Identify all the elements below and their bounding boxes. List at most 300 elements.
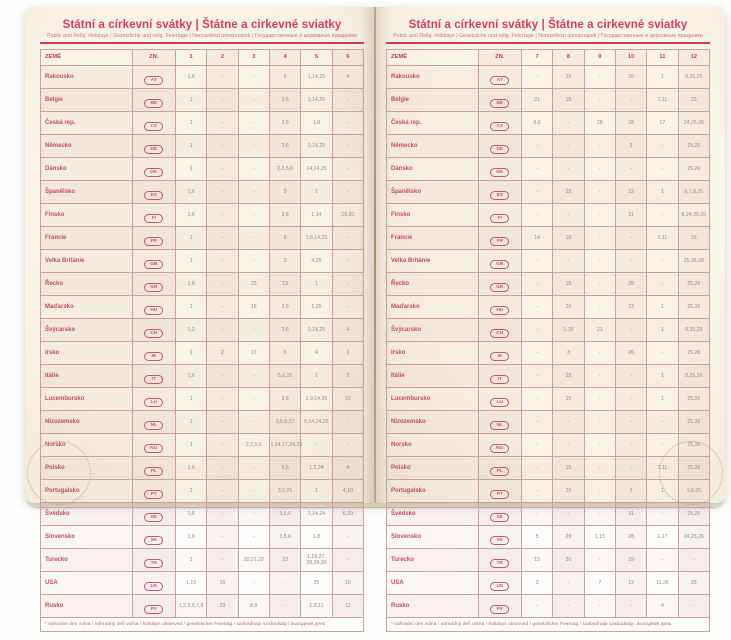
diary-page-right <box>375 7 725 627</box>
holiday-days-cell: - <box>678 594 709 617</box>
country-name: Belgie <box>41 88 133 111</box>
country-name: Rusko <box>41 594 133 617</box>
holiday-days-cell: 1 <box>301 180 332 203</box>
holiday-days-cell: - <box>521 479 552 502</box>
country-code-cell <box>478 548 521 571</box>
country-row <box>387 157 710 180</box>
holiday-days-cell: 15 <box>553 65 584 88</box>
holiday-days-cell: 1 <box>647 318 678 341</box>
holiday-days-cell: - <box>647 502 678 525</box>
country-row <box>387 295 710 318</box>
perforation-corner-right <box>687 465 731 509</box>
holiday-days-cell: 25,26,28 <box>678 249 709 272</box>
column-header-month: 7 <box>521 49 552 65</box>
country-row <box>41 364 364 387</box>
holiday-days-cell: 14,24,25 <box>301 157 332 180</box>
holiday-days-cell: - <box>584 341 615 364</box>
holiday-days-cell: 6 <box>269 65 300 88</box>
holiday-days-cell: 1,6 <box>175 364 206 387</box>
holiday-days-cell: - <box>332 295 363 318</box>
holiday-days-cell: - <box>521 65 552 88</box>
holiday-days-cell: - <box>207 180 238 203</box>
header-row <box>41 49 364 65</box>
holiday-days-cell: 5 <box>615 479 646 502</box>
holiday-days-cell: 4,25 <box>301 249 332 272</box>
country-row <box>41 341 364 364</box>
holiday-days-cell: 1,14,25 <box>301 134 332 157</box>
country-row <box>41 433 364 456</box>
holiday-days-cell: 25,26 <box>678 387 709 410</box>
holiday-days-cell: - <box>521 410 552 433</box>
country-code-cell <box>478 180 521 203</box>
holiday-days-cell: - <box>584 502 615 525</box>
holiday-days-cell: - <box>647 548 678 571</box>
holiday-days-cell: 1 <box>175 479 206 502</box>
holiday-days-cell: 21 <box>521 88 552 111</box>
holiday-days-cell: 7 <box>584 571 615 594</box>
holiday-days-cell: 25 <box>678 88 709 111</box>
country-code-badge: PT <box>144 490 163 499</box>
holiday-days-cell: - <box>238 134 269 157</box>
holiday-days-cell: - <box>584 226 615 249</box>
holiday-days-cell: 1 <box>647 180 678 203</box>
holiday-days-cell: 15 <box>521 548 552 571</box>
column-header-code: ZN. <box>132 49 175 65</box>
holiday-days-cell: - <box>238 479 269 502</box>
holiday-days-cell: - <box>207 272 238 295</box>
country-name: USA <box>41 571 133 594</box>
country-code-badge: NO <box>144 444 163 453</box>
column-header-code: ZN. <box>478 49 521 65</box>
country-code-cell <box>132 295 175 318</box>
holiday-days-cell: - <box>647 341 678 364</box>
country-name: Lucembursko <box>41 387 133 410</box>
holiday-days-cell: 15 <box>553 88 584 111</box>
holiday-days-cell: - <box>238 249 269 272</box>
country-code-cell <box>132 594 175 617</box>
country-code-badge: CH <box>144 329 163 338</box>
holiday-days-cell: - <box>584 249 615 272</box>
holiday-days-cell: 8,9 <box>238 594 269 617</box>
country-row <box>387 387 710 410</box>
holiday-days-cell: - <box>207 479 238 502</box>
country-code-cell <box>132 272 175 295</box>
holiday-days-cell: 23 <box>207 594 238 617</box>
country-name: Německo <box>387 134 479 157</box>
holiday-days-cell: - <box>521 456 552 479</box>
holiday-days-cell: - <box>553 571 584 594</box>
holiday-days-cell: - <box>238 456 269 479</box>
country-code-badge: DE <box>490 145 509 154</box>
holiday-days-cell: - <box>207 387 238 410</box>
country-code-cell <box>132 111 175 134</box>
country-row <box>387 502 710 525</box>
holiday-days-cell: - <box>615 318 646 341</box>
country-name: Lucembursko <box>387 387 479 410</box>
holiday-days-cell: - <box>521 364 552 387</box>
holiday-days-cell: 1,15 <box>584 525 615 548</box>
country-code-cell <box>478 341 521 364</box>
country-name: Francie <box>387 226 479 249</box>
holiday-days-cell: - <box>615 456 646 479</box>
holiday-days-cell: 8,25,26 <box>678 364 709 387</box>
holiday-days-cell: - <box>584 548 615 571</box>
holiday-days-cell: - <box>332 249 363 272</box>
holiday-days-cell: - <box>521 318 552 341</box>
country-name: Maďarsko <box>387 295 479 318</box>
holiday-days-cell: - <box>332 134 363 157</box>
holiday-days-cell: - <box>207 433 238 456</box>
holiday-days-cell: 17 <box>238 341 269 364</box>
country-code-cell <box>132 341 175 364</box>
holiday-days-cell: - <box>615 249 646 272</box>
country-row <box>387 318 710 341</box>
holiday-days-cell: 1,25 <box>301 295 332 318</box>
holiday-days-cell: - <box>584 272 615 295</box>
country-name: Rakousko <box>387 65 479 88</box>
country-name: Velká Británie <box>387 249 479 272</box>
country-code-badge: SK <box>144 536 163 545</box>
holiday-days-cell: - <box>207 88 238 111</box>
holiday-days-cell: - <box>521 157 552 180</box>
country-name: Francie <box>41 226 133 249</box>
country-code-cell <box>132 456 175 479</box>
holiday-days-cell: 1 <box>175 134 206 157</box>
holiday-days-cell: - <box>238 571 269 594</box>
holiday-days-cell: - <box>584 456 615 479</box>
holiday-days-cell: 1 <box>175 226 206 249</box>
country-row <box>41 226 364 249</box>
country-code-badge: GR <box>490 283 509 292</box>
holiday-days-cell: - <box>207 502 238 525</box>
holiday-days-cell: 1 <box>175 295 206 318</box>
country-code-badge: SE <box>144 513 163 522</box>
country-row <box>387 65 710 88</box>
holiday-days-cell: - <box>238 157 269 180</box>
country-code-badge: DK <box>144 168 163 177</box>
holiday-days-cell: 31 <box>615 203 646 226</box>
country-name: Portugalsko <box>41 479 133 502</box>
country-name: Itálie <box>41 364 133 387</box>
country-row <box>387 341 710 364</box>
holiday-days-cell: - <box>615 387 646 410</box>
holiday-days-cell: - <box>584 88 615 111</box>
country-code-cell <box>132 226 175 249</box>
holiday-days-cell: - <box>332 272 363 295</box>
column-header-month: 6 <box>332 49 363 65</box>
holiday-days-cell: - <box>238 502 269 525</box>
holiday-days-cell: 1,14,25 <box>301 88 332 111</box>
holiday-days-cell: - <box>332 525 363 548</box>
country-row <box>41 502 364 525</box>
holiday-days-cell: 1 <box>647 479 678 502</box>
holiday-days-cell: 1,11 <box>647 226 678 249</box>
country-code-cell <box>132 387 175 410</box>
holiday-days-cell: 3,6 <box>269 134 300 157</box>
country-code-badge: DK <box>490 168 509 177</box>
holiday-days-cell: 28 <box>615 111 646 134</box>
holiday-days-cell: 21 <box>584 318 615 341</box>
holiday-days-cell: 1 <box>175 249 206 272</box>
holiday-days-cell: 15 <box>553 387 584 410</box>
country-row <box>387 226 710 249</box>
column-header-month: 3 <box>238 49 269 65</box>
holiday-days-cell: 1 <box>175 548 206 571</box>
holiday-days-cell: 25,26 <box>678 295 709 318</box>
country-code-cell <box>478 502 521 525</box>
holiday-days-cell: 23 <box>615 295 646 318</box>
country-code-badge: BE <box>490 99 509 108</box>
holiday-days-cell: 5 <box>521 525 552 548</box>
holiday-days-cell: 1,6 <box>175 272 206 295</box>
holiday-days-cell: 1 <box>301 479 332 502</box>
holiday-days-cell: - <box>332 410 363 433</box>
country-code-cell <box>478 594 521 617</box>
holiday-days-cell: 1,15 <box>553 318 584 341</box>
holiday-days-cell: 1 <box>175 410 206 433</box>
holiday-days-cell: - <box>615 226 646 249</box>
country-name: Dánsko <box>41 157 133 180</box>
page-subtitle: Public and Relig. Holidays | Gesetzliche und relig. Feiertage | Nemzetközi ünnepnapok | Государственные и церковные праздники <box>47 33 357 39</box>
holiday-days-cell: 1,6 <box>175 502 206 525</box>
country-code-cell <box>478 571 521 594</box>
column-header-month: 12 <box>678 49 709 65</box>
country-code-cell <box>132 548 175 571</box>
holiday-days-cell: 25,26 <box>678 502 709 525</box>
holiday-days-cell: 4 <box>647 594 678 617</box>
country-name: Polsko <box>387 456 479 479</box>
holiday-days-cell: 4 <box>332 456 363 479</box>
holiday-days-cell: 29 <box>553 525 584 548</box>
country-row <box>41 65 364 88</box>
holiday-days-cell: 1,19 <box>175 571 206 594</box>
country-row <box>41 111 364 134</box>
holiday-days-cell: 1,3,24 <box>301 456 332 479</box>
country-code-badge: FR <box>144 237 163 246</box>
country-name: Švýcarsko <box>387 318 479 341</box>
holiday-days-cell: 1 <box>647 364 678 387</box>
title-divider <box>40 42 364 44</box>
column-header-month: 9 <box>584 49 615 65</box>
holiday-days-cell: 5,6 <box>521 111 552 134</box>
holiday-days-cell: 1,6 <box>175 65 206 88</box>
country-code-badge: PL <box>490 467 509 476</box>
holiday-days-cell: 25,26 <box>678 157 709 180</box>
country-code-badge: IE <box>144 352 163 361</box>
holiday-days-cell: 4 <box>332 65 363 88</box>
holiday-days-cell: 3,6 <box>269 318 300 341</box>
holiday-days-cell: 25,28 <box>678 341 709 364</box>
country-code-badge: AT <box>490 76 509 85</box>
country-row <box>387 525 710 548</box>
country-code-cell <box>478 525 521 548</box>
country-row <box>387 364 710 387</box>
country-code-cell <box>132 157 175 180</box>
holiday-days-cell: - <box>584 433 615 456</box>
country-name: Rakousko <box>41 65 133 88</box>
country-code-badge: CZ <box>490 122 509 131</box>
holiday-days-cell: 4 <box>301 341 332 364</box>
country-code-badge: TR <box>144 559 163 568</box>
holiday-days-cell: 28 <box>615 272 646 295</box>
country-name: Řecko <box>41 272 133 295</box>
holiday-days-cell: 8,25,26 <box>678 65 709 88</box>
holiday-days-cell: 1,17 <box>647 525 678 548</box>
holiday-days-cell: - <box>207 111 238 134</box>
country-name: Dánsko <box>387 157 479 180</box>
holiday-days-cell: - <box>332 433 363 456</box>
holiday-days-cell: 14 <box>521 226 552 249</box>
country-name: Norsko <box>41 433 133 456</box>
holiday-days-cell: - <box>553 594 584 617</box>
footnote: * náhradní den volna / náhradný deň voľna / holidays observed / gesetzlicher Feiertag / szabadnapi szabadság / выходной день <box>41 617 364 631</box>
holiday-days-cell: - <box>584 180 615 203</box>
country-code-cell <box>132 571 175 594</box>
holiday-days-cell: - <box>207 456 238 479</box>
holiday-days-cell: - <box>584 387 615 410</box>
diary-spread <box>25 7 725 627</box>
holiday-days-cell: 25,26 <box>678 134 709 157</box>
country-code-cell <box>478 272 521 295</box>
binding-gutter <box>374 7 376 503</box>
country-name: Polsko <box>41 456 133 479</box>
holiday-days-cell: 15 <box>553 364 584 387</box>
country-code-cell <box>132 65 175 88</box>
holiday-days-cell: - <box>584 479 615 502</box>
country-name: Irsko <box>387 341 479 364</box>
holiday-days-cell: - <box>207 203 238 226</box>
holiday-days-cell: 4 <box>332 318 363 341</box>
holiday-days-cell: - <box>553 111 584 134</box>
country-name: Nizozemsko <box>41 410 133 433</box>
holiday-days-cell: - <box>207 318 238 341</box>
footnote-row <box>387 617 710 631</box>
holiday-days-cell: 1 <box>175 111 206 134</box>
holiday-days-cell: 3 <box>521 571 552 594</box>
header-row <box>387 49 710 65</box>
holiday-days-cell: - <box>207 157 238 180</box>
column-header-month: 5 <box>301 49 332 65</box>
country-row <box>41 571 364 594</box>
holiday-days-cell: 15 <box>553 226 584 249</box>
perforation-dots-arc <box>27 441 91 505</box>
country-name: Česká rep. <box>387 111 479 134</box>
holiday-days-cell: 1 <box>332 341 363 364</box>
country-code-cell <box>132 410 175 433</box>
holiday-days-cell: - <box>332 111 363 134</box>
country-name: Nizozemsko <box>387 410 479 433</box>
country-code-cell <box>478 88 521 111</box>
country-row <box>41 203 364 226</box>
holiday-days-cell: 1 <box>175 433 206 456</box>
holiday-days-cell: - <box>584 65 615 88</box>
holiday-days-cell: - <box>332 226 363 249</box>
country-code-cell <box>478 226 521 249</box>
country-name: Irsko <box>41 341 133 364</box>
holiday-days-cell: - <box>521 502 552 525</box>
holiday-days-cell: - <box>553 203 584 226</box>
country-name: Belgie <box>387 88 479 111</box>
holiday-days-cell: 1,14,25 <box>301 318 332 341</box>
holiday-days-cell: - <box>332 548 363 571</box>
holiday-days-cell: 1,2 <box>175 318 206 341</box>
holiday-days-cell: 6 <box>269 226 300 249</box>
country-code-cell <box>478 111 521 134</box>
holiday-days-cell: 1,14,17,24,25 <box>269 433 300 456</box>
country-code-badge: US <box>490 582 509 591</box>
country-code-cell <box>478 157 521 180</box>
column-header-month: 10 <box>615 49 646 65</box>
column-header-month: 1 <box>175 49 206 65</box>
holiday-days-cell: 1 <box>175 157 206 180</box>
country-row <box>387 180 710 203</box>
holiday-days-cell: 6 <box>269 341 300 364</box>
holiday-days-cell: 25 <box>678 571 709 594</box>
holiday-days-cell: 25,26 <box>678 410 709 433</box>
country-code-badge: IT <box>490 375 509 384</box>
footnote: * náhradní den volna / náhradný deň voľna / holidays observed / gesetzlicher Feiertag / szabadnapi szabadság / выходной день <box>387 617 710 631</box>
country-row <box>387 88 710 111</box>
holiday-days-cell: 19 <box>332 571 363 594</box>
holiday-days-cell: 1 <box>175 387 206 410</box>
country-name: Německo <box>41 134 133 157</box>
column-header-month: 2 <box>207 49 238 65</box>
holiday-days-cell: 24,25,26 <box>678 111 709 134</box>
holiday-days-cell: 3,5,6 <box>269 525 300 548</box>
holiday-days-cell: - <box>584 364 615 387</box>
holiday-days-cell: - <box>678 548 709 571</box>
holiday-days-cell: - <box>553 249 584 272</box>
holiday-days-cell: 1,2,5,6,7,8 <box>175 594 206 617</box>
country-code-badge: CZ <box>144 122 163 131</box>
country-name: Portugalsko <box>387 479 479 502</box>
holiday-days-cell: 25 <box>301 571 332 594</box>
holiday-days-cell: - <box>238 111 269 134</box>
holiday-days-cell: 1,8 <box>301 525 332 548</box>
holiday-days-cell: 23 <box>332 387 363 410</box>
column-header-month: 8 <box>553 49 584 65</box>
holidays-table-months-1-6 <box>40 49 364 632</box>
country-name: Finsko <box>387 203 479 226</box>
holiday-days-cell: - <box>647 410 678 433</box>
holiday-days-cell: - <box>238 318 269 341</box>
country-name: Řecko <box>387 272 479 295</box>
diary-page-left <box>25 7 375 627</box>
country-row <box>387 433 710 456</box>
holiday-days-cell: 1,14 <box>301 203 332 226</box>
holiday-days-cell: - <box>615 433 646 456</box>
country-code-badge: ES <box>144 191 163 200</box>
holiday-days-cell: 17 <box>647 111 678 134</box>
holiday-days-cell: - <box>521 295 552 318</box>
country-code-cell <box>478 203 521 226</box>
holiday-days-cell: 25 <box>238 272 269 295</box>
country-row <box>387 594 710 617</box>
holiday-days-cell: 1,14,25 <box>301 65 332 88</box>
country-code-badge: РУ <box>490 605 509 614</box>
holiday-days-cell: - <box>238 387 269 410</box>
country-row <box>41 134 364 157</box>
country-code-badge: SE <box>490 513 509 522</box>
holiday-days-cell: - <box>521 387 552 410</box>
country-code-cell <box>478 249 521 272</box>
page-content-right <box>375 7 725 640</box>
holiday-days-cell: 5,6 <box>269 456 300 479</box>
country-row <box>387 111 710 134</box>
holiday-days-cell: - <box>521 180 552 203</box>
holiday-days-cell: - <box>301 433 332 456</box>
country-code-badge: TR <box>490 559 509 568</box>
